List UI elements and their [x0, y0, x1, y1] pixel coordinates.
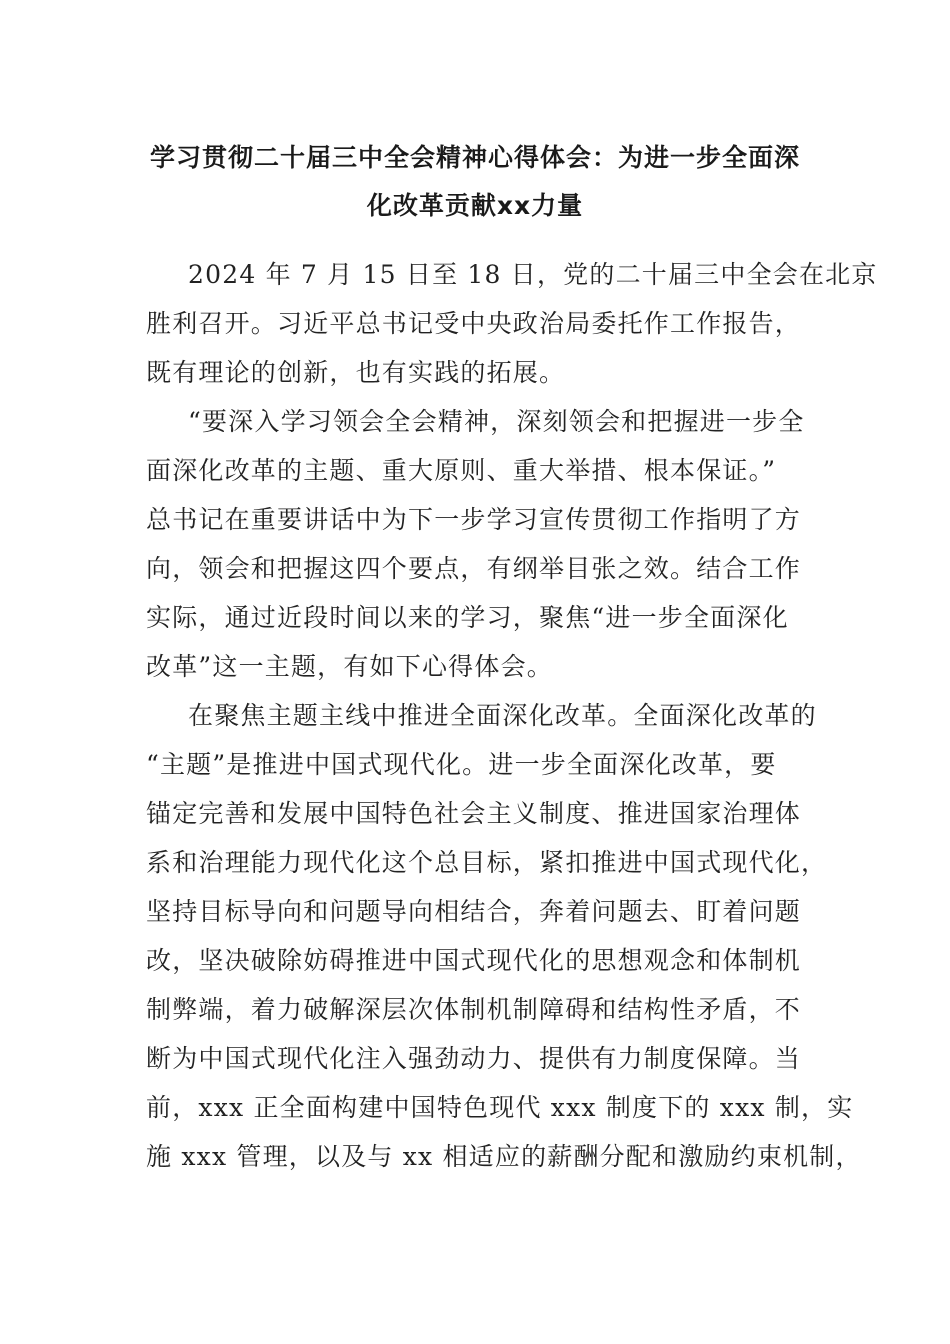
paragraph-1-line-3: 既有理论的创新，也有实践的拓展。	[146, 358, 566, 387]
paragraph-3-line-10: 施 xxx 管理，以及与 xx 相适应的薪酬分配和激励约束机制，	[146, 1142, 862, 1171]
paragraph-3-line-8: 断为中国式现代化注入强劲动力、提供有力制度保障。当	[146, 1044, 802, 1073]
paragraph-3-line-2: “主题”是推进中国式现代化。进一步全面深化改革，要	[146, 750, 777, 779]
paragraph-3-line-4: 系和治理能力现代化这个总目标，紧扣推进中国式现代化，	[146, 848, 828, 877]
paragraph-3-line-1: 在聚焦主题主线中推进全面深化改革。全面深化改革的	[188, 701, 817, 730]
paragraph-2-line-5: 实际，通过近段时间以来的学习，聚焦“进一步全面深化	[146, 603, 789, 632]
paragraph-3-line-5: 坚持目标导向和问题导向相结合，奔着问题去、盯着问题	[146, 897, 802, 926]
paragraph-2-line-4: 向，领会和把握这四个要点，有纲举目张之效。结合工作	[146, 554, 802, 583]
document-body	[146, 250, 878, 1181]
paragraph-3-line-3: 锚定完善和发展中国特色社会主义制度、推进国家治理体	[146, 799, 802, 828]
paragraph-1-line-2: 胜利召开。习近平总书记受中央政治局委托作工作报告，	[146, 309, 802, 338]
paragraph-2-line-2: 面深化改革的主题、重大原则、重大举措、根本保证。”	[146, 456, 777, 485]
paragraph-2-line-6: 改革”这一主题，有如下心得体会。	[146, 652, 553, 681]
paragraph-3-line-9: 前，xxx 正全面构建中国特色现代 xxx 制度下的 xxx 制，实	[146, 1093, 854, 1122]
paragraph-2-line-1: “要深入学习领会全会精神，深刻领会和把握进一步全	[188, 407, 805, 436]
paragraph-1-line-1: 2024 年 7 月 15 日至 18 日，党的二十届三中全会在北京	[188, 260, 878, 289]
paragraph-3-line-7: 制弊端，着力破解深层次体制机制障碍和结构性矛盾，不	[146, 995, 802, 1024]
paragraph-3-line-6: 改，坚决破除妨碍推进中国式现代化的思想观念和体制机	[146, 946, 802, 975]
document-title-line-1: 学习贯彻二十届三中全会精神心得体会：为进一步全面深	[149, 143, 800, 172]
document-title-line-2: 化改革贡献xx力量	[366, 191, 584, 220]
paragraph-2-line-3: 总书记在重要讲话中为下一步学习宣传贯彻工作指明了方	[146, 505, 802, 534]
